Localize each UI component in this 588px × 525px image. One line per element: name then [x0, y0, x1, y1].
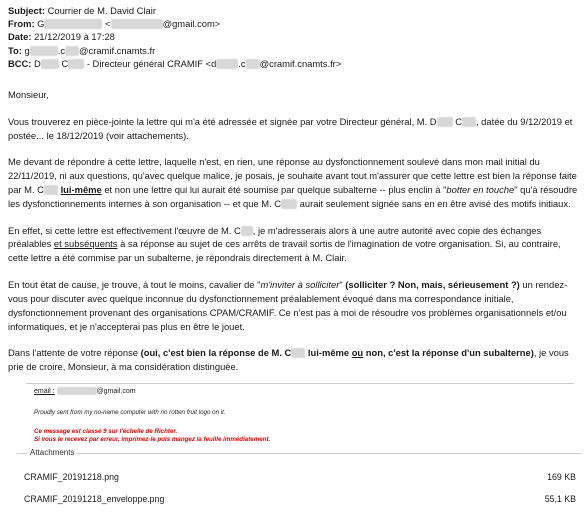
- bcc-value-start: D: [34, 57, 41, 69]
- signature-block: [8, 384, 582, 444]
- redacted-text: [437, 117, 453, 127]
- paragraph-2: [8, 155, 582, 210]
- redacted-text: [44, 185, 58, 195]
- bcc-value-dot: .c: [238, 57, 246, 69]
- to-value-end: @cramif.cnamts.fr: [79, 44, 156, 56]
- p4-text-b: m'inviter à solliciter: [260, 279, 340, 291]
- p1-text-a: Vous trouverez en pièce-jointe la lettre qui m'a été adressée et signée par votre Directeur général, M. D: [8, 115, 437, 127]
- redacted-text: [241, 226, 253, 236]
- to-value-mid: .c: [57, 44, 66, 56]
- attachment-name[interactable]: CRAMIF_20191218.png: [24, 471, 119, 482]
- redacted-text: [65, 46, 79, 56]
- paragraph-4: [8, 278, 582, 333]
- signature-email-value[interactable]: @gmail.com: [96, 387, 136, 395]
- p5-text-b: (oui, c'est bien la réponse de M. C: [140, 347, 292, 359]
- attachment-item[interactable]: [17, 466, 582, 488]
- redacted-text: [30, 46, 58, 56]
- attachments-section: [17, 448, 582, 510]
- p2-text-f: aurait seulement signée sans en en être avisé des motifs initiaux.: [299, 197, 571, 209]
- to-line: [8, 44, 582, 57]
- salutation: [8, 88, 582, 102]
- attachment-item[interactable]: [17, 488, 582, 510]
- from-line: [8, 17, 582, 30]
- date-line: [8, 30, 582, 43]
- redacted-text: [41, 59, 59, 69]
- paragraph-1: [8, 115, 582, 143]
- signature-tagline: Proudly sent from my no-name computer with no rotten fruit logo on it.: [34, 408, 226, 416]
- to-label: To:: [8, 44, 22, 56]
- p5-text-e: non, c'est la réponse d'un subalterne): [365, 347, 534, 359]
- bcc-value-mid: C: [61, 57, 69, 69]
- p1-text-b: C: [455, 115, 462, 127]
- signature-disclaimer-2: Si vous le recevez par erreur, imprimez-le puis mangez la feuille immédiatement.: [34, 435, 271, 443]
- attachment-name[interactable]: CRAMIF_20191218_enveloppe.png: [24, 493, 165, 504]
- p2-text-c: et non une lettre qui lui aurait été soumise par quelque subalterne -- plus enclin à ": [104, 184, 447, 195]
- date-value: 21/12/2019 à 17:28: [34, 31, 115, 43]
- subject-line: [8, 4, 582, 17]
- p5-text-f: , je vous prie de croire, Monsieur, à ma considération distinguée.: [8, 347, 569, 373]
- date-label: Date:: [8, 31, 32, 43]
- p4-text-e: un rendez-vous pour discuter avec quelque inconnue du dysfonctionnement préalablement évoqué dans ma correspondance initiale, dysfonctionnement provenant des organisations CPAM/CRAMIF. Ce n'est pas à moi de résoudre vos problèmes organisationnels et/ou informatiques, et je n'accepterai pas plus en être le jouet.: [8, 279, 568, 332]
- redacted-address: [111, 19, 163, 29]
- redacted-text: [68, 59, 84, 69]
- attachments-header: [17, 448, 582, 458]
- attachments-title: Attachments: [27, 447, 77, 458]
- p4-text-c: ": [339, 279, 343, 291]
- paragraph-5: [8, 346, 582, 374]
- subject-value: Courrier de M. David Clair: [47, 5, 156, 16]
- from-value-end: @gmail.com>: [162, 18, 221, 30]
- bcc-label: BCC:: [8, 57, 32, 69]
- email-headers: [8, 4, 582, 70]
- signature-email-label: email :: [34, 387, 55, 395]
- p3-text-c: et subséquents: [53, 238, 118, 250]
- to-value-start: g: [24, 44, 30, 56]
- from-value-mid: <: [105, 18, 111, 30]
- p5-text-d: ou: [351, 347, 364, 359]
- p2-text-e: " qu'à résoudre les dysfonctionnements internes à son organisation -- et que M. C: [8, 184, 578, 209]
- p1-text-c: , datée du 9/12/2019 et postée... le 18/12/2019 (voir attachements).: [8, 115, 573, 141]
- from-label: From:: [8, 18, 35, 30]
- bcc-value-desc: - Directeur général CRAMIF <d: [86, 57, 217, 69]
- p2-text-a: Me devant de répondre à cette lettre, laquelle n'est, en rien, une réponse au dysfonctionnement soulevé dans mon mail initial du 22/11/2019, ni aux questions, qu'avec quelque malice, je posais, je souhaite avant tout m'assurer que cette lettre est bien la réponse faite par M. C: [8, 156, 577, 195]
- bcc-value-end: @cramif.cnamts.fr>: [259, 57, 342, 69]
- salutation-text: Monsieur,: [8, 88, 49, 100]
- signature-disclaimer-1: Ce message est classé 9 sur l'échelle de Richter.: [34, 427, 178, 435]
- p4-text-a: En tout état de cause, je trouve, à tout le moins, cavalier de ": [8, 279, 261, 291]
- p4-text-d: (solliciter ? Non, mais, sérieusement ?): [345, 279, 520, 291]
- redacted-text: [246, 59, 260, 69]
- p5-text-a: Dans l'attente de votre réponse: [8, 347, 138, 359]
- p3-text-b: , je m'adresserais alors à une autre autorité avec copie des échanges préalables: [8, 224, 542, 250]
- paragraph-3: [8, 224, 582, 265]
- redacted-text: [216, 59, 238, 69]
- redacted-name: [44, 19, 102, 29]
- p2-text-d: botter en touche: [446, 184, 515, 195]
- from-value-start: G: [37, 18, 45, 30]
- bcc-line: [8, 57, 582, 70]
- attachment-size: 169 KB: [547, 471, 576, 482]
- redacted-text: [291, 348, 305, 358]
- p2-text-b: lui-même: [60, 184, 102, 195]
- redacted-text: [281, 199, 297, 209]
- attachment-size: 55,1 KB: [544, 493, 576, 504]
- attachments-divider: [17, 453, 582, 454]
- redacted-text: [57, 387, 97, 395]
- subject-label: Subject:: [8, 5, 45, 16]
- p5-text-c: lui-même: [307, 347, 350, 359]
- redacted-text: [462, 117, 476, 127]
- p3-text-d: à sa réponse au sujet de ces arrêts de travail sortis de l'imagination de votre organisation. Si, au contraire, cette lettre a été commise par un subalterne, je répondrais directement à M. Clair.: [8, 238, 561, 264]
- p3-text-a: En effet, si cette lettre est effectivement l'œuvre de M. C: [8, 224, 241, 236]
- signature-email: [34, 387, 582, 401]
